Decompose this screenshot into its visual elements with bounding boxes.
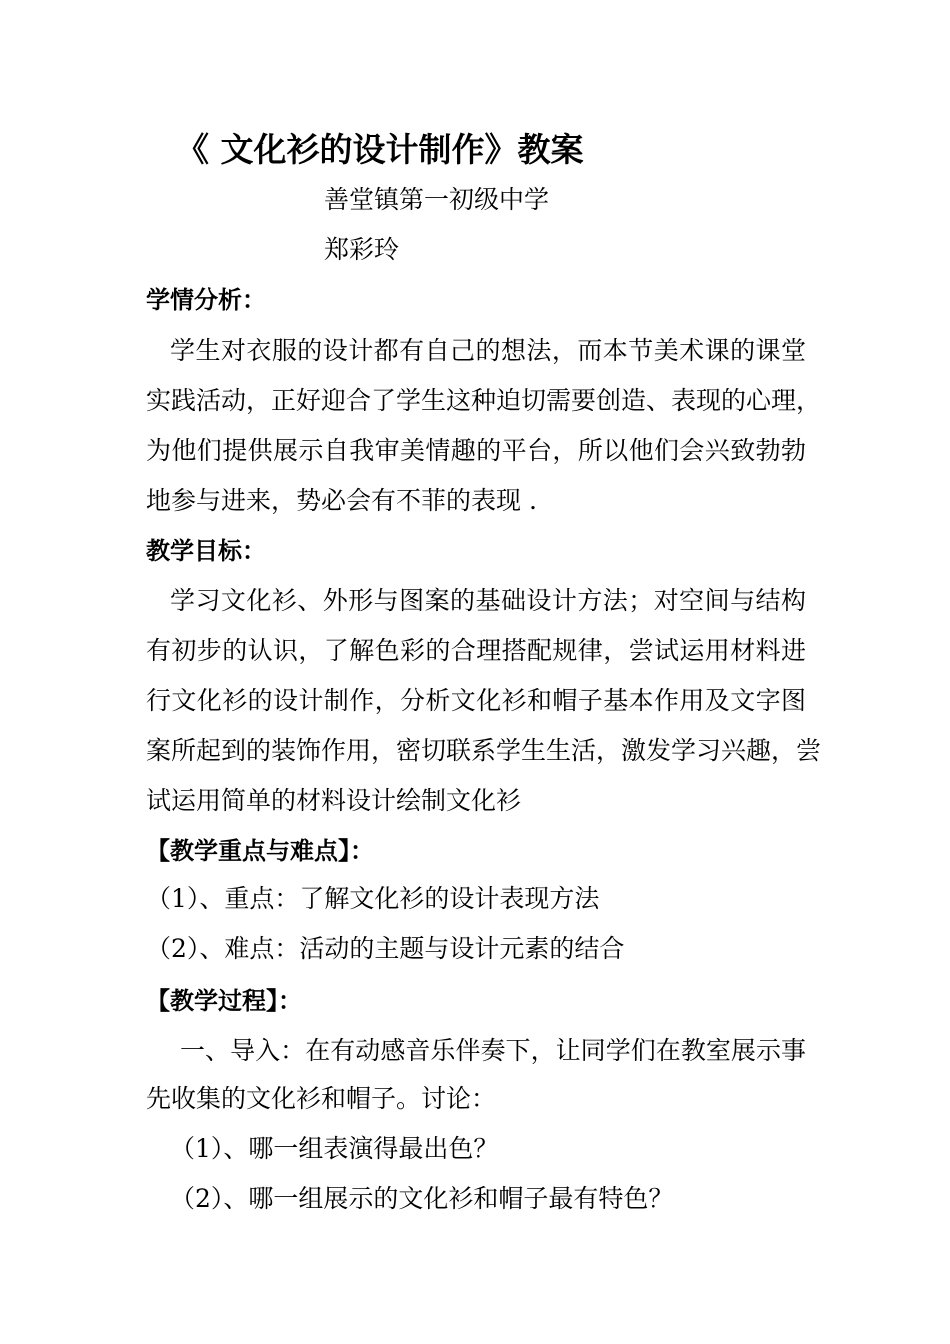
process-heading: 【教学过程】： — [146, 987, 302, 1015]
analysis-heading: 学情分析： — [146, 286, 266, 314]
school-name: 善堂镇第一初级中学 — [324, 185, 550, 214]
analysis-line: 学生对衣服的设计都有自己的想法，而本节美术课的课堂 — [170, 336, 806, 365]
analysis-line: 地参与进来，势必会有不菲的表现 . — [146, 486, 537, 515]
key-points-heading: 【教学重点与难点】： — [146, 837, 374, 865]
document-title: 《 文化衫的设计制作》教案 — [176, 130, 584, 169]
goals-line: 行文化衫的设计制作，分析文化衫和帽子基本作用及文字图 — [146, 686, 806, 715]
goals-line: 案所起到的装饰作用，密切联系学生生活，激发学习兴趣，尝 — [146, 736, 822, 765]
analysis-line: 实践活动，正好迎合了学生这种迫切需要创造、表现的心理， — [146, 386, 822, 415]
goals-line: 学习文化衫、外形与图案的基础设计方法；对空间与结构 — [170, 586, 806, 615]
process-question: （1）、哪一组表演得最出色？ — [170, 1134, 499, 1163]
goals-heading: 教学目标： — [146, 537, 266, 565]
process-question: （2）、哪一组展示的文化衫和帽子最有特色？ — [170, 1184, 674, 1213]
analysis-line: 为他们提供展示自我审美情趣的平台，所以他们会兴致勃勃 — [146, 436, 806, 465]
process-line: 先收集的文化衫和帽子。讨论： — [146, 1084, 497, 1113]
key-point-item: （2）、难点：活动的主题与设计元素的结合 — [146, 934, 625, 963]
goals-line: 有初步的认识，了解色彩的合理搭配规律，尝试运用材料进 — [146, 636, 806, 665]
author-name: 郑彩玲 — [324, 235, 400, 264]
process-line: 一、导入：在有动感音乐伴奏下，让同学们在教室展示事 — [180, 1036, 806, 1065]
key-point-item: （1）、重点：了解文化衫的设计表现方法 — [146, 884, 600, 913]
goals-line: 试运用简单的材料设计绘制文化衫 — [146, 786, 522, 815]
